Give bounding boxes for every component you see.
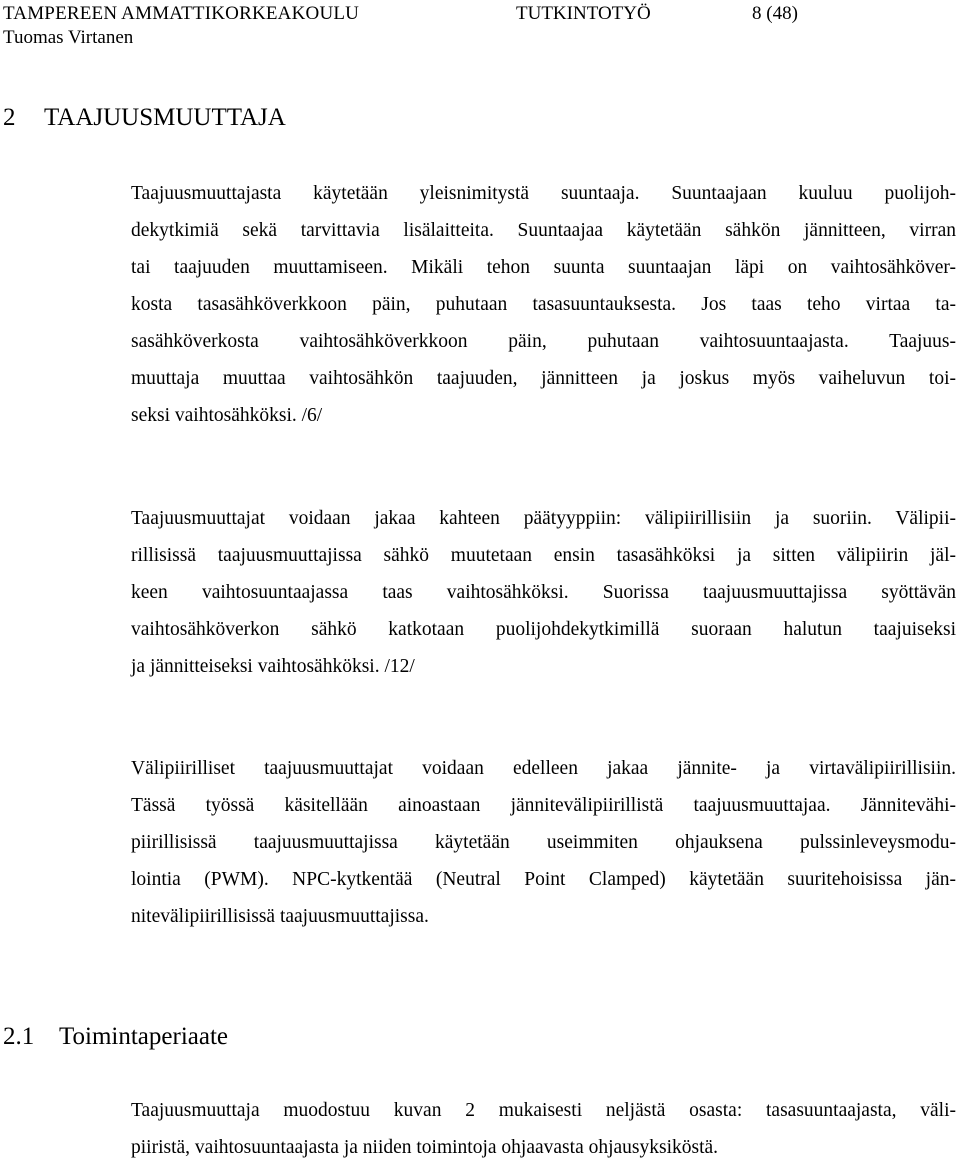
paragraph-line: lointia (PWM). NPC-kytkentää (Neutral Point Clamped) käytetään suuritehoisissa jän-	[131, 869, 956, 890]
paragraph-line: rillisissä taajuusmuuttajissa sähkö muutetaan ensin tasasähköksi ja sitten välipiirin jäl-	[131, 545, 956, 566]
paragraph-line: tai taajuuden muuttamiseen. Mikäli tehon suunta suuntaajan läpi on vaihtosähköver-	[131, 257, 956, 278]
header-doc-type: TUTKINTOTYÖ	[516, 3, 651, 24]
paragraph-line: Välipiirilliset taajuusmuuttajat voidaan edelleen jakaa jännite- ja virtavälipiirillisiin.	[131, 758, 956, 779]
paragraph-line: keen vaihtosuuntaajassa taas vaihtosähköksi. Suorissa taajuusmuuttajissa syöttävän	[131, 582, 956, 603]
paragraph-line: Taajuusmuuttaja muodostuu kuvan 2 mukaisesti neljästä osasta: tasasuuntaajasta, väli-	[131, 1100, 956, 1121]
paragraph-line: Taajuusmuuttajat voidaan jakaa kahteen päätyyppiin: välipiirillisiin ja suoriin. Välipii-	[131, 508, 956, 529]
paragraph-3	[131, 750, 956, 935]
subsection-number: 2.1	[3, 1023, 35, 1050]
paragraph-line: seksi vaihtosähköksi. /6/	[131, 405, 323, 426]
paragraph-line: ja jännitteiseksi vaihtosähköksi. /12/	[131, 656, 415, 677]
subsection-title: Toimintaperiaate	[59, 1023, 229, 1050]
paragraph-1	[131, 175, 956, 434]
paragraph-line: piiristä, vaihtosuuntaajasta ja niiden toimintoja ohjaavasta ohjausyksiköstä.	[131, 1137, 719, 1158]
paragraph-line: nitevälipiirillisissä taajuusmuuttajissa.	[131, 906, 429, 927]
header-page-number: 8 (48)	[752, 3, 798, 24]
paragraph-2	[131, 500, 956, 685]
paragraph-line: dekytkimiä sekä tarvittavia lisälaitteita. Suuntaajaa käytetään sähkön jännitteen, virran	[131, 220, 956, 241]
header-row-2	[0, 26, 960, 50]
subsection-heading	[3, 1021, 228, 1053]
section-heading	[3, 102, 286, 134]
subsection-paragraph-1	[131, 1092, 956, 1166]
paragraph-line: sasähköverkosta vaihtosähköverkkoon päin, puhutaan vaihtosuuntaajasta. Taajuus-	[131, 331, 956, 352]
paragraph-line: muuttaja muuttaa vaihtosähkön taajuuden, jännitteen ja joskus myös vaiheluvun toi-	[131, 368, 956, 389]
paragraph-line: vaihtosähköverkon sähkö katkotaan puolijohdekytkimillä suoraan halutun taajuiseksi	[131, 619, 956, 640]
header-school: TAMPEREEN AMMATTIKORKEAKOULU	[3, 3, 360, 24]
section-title: TAAJUUSMUUTTAJA	[44, 104, 286, 131]
section-number: 2	[3, 104, 16, 131]
header-author: Tuomas Virtanen	[3, 27, 134, 48]
header-row-1	[0, 2, 960, 26]
paragraph-line: Taajuusmuuttajasta käytetään yleisnimitystä suuntaaja. Suuntaajaan kuuluu puolijoh-	[131, 183, 956, 204]
paragraph-line: Tässä työssä käsitellään ainoastaan jännitevälipiirillistä taajuusmuuttajaa. Jännitevähi-	[131, 795, 956, 816]
page-header	[0, 2, 960, 50]
paragraph-line: piirillisissä taajuusmuuttajissa käytetään useimmiten ohjauksena pulssinleveysmodu-	[131, 832, 956, 853]
paragraph-line: kosta tasasähköverkkoon päin, puhutaan tasasuuntauksesta. Jos taas teho virtaa ta-	[131, 294, 956, 315]
